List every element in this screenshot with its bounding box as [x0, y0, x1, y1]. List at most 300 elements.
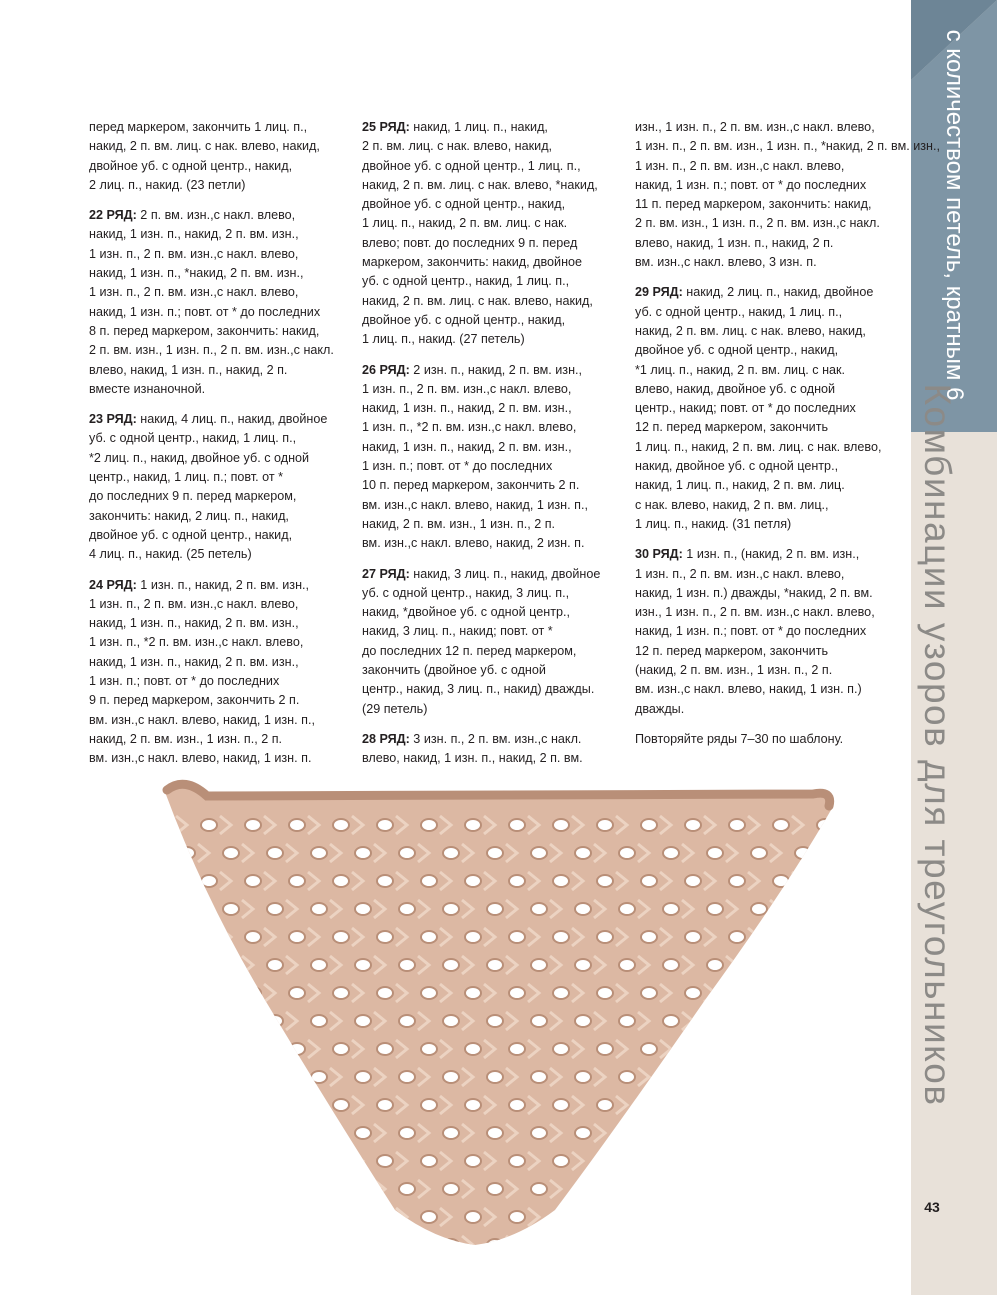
lace-hole — [399, 1239, 415, 1251]
stitch-mark — [198, 1012, 209, 1030]
instruction-text: влево, накид, 1 изн. п., накид, 2 п. — [635, 235, 834, 250]
stitch-mark — [308, 1208, 319, 1226]
instruction-text: влево, накид, 1 изн. п., накид, 2 п. — [89, 362, 288, 377]
instruction-line — [89, 245, 351, 264]
lace-hole — [685, 1211, 701, 1223]
instruction-line — [89, 595, 351, 614]
stitch-mark — [726, 1180, 737, 1198]
lace-hole — [685, 875, 701, 887]
lace-hole — [399, 1127, 415, 1139]
lace-hole — [487, 903, 503, 915]
instruction-text: уб. с одной центр., накид, 1 лиц. п., — [362, 274, 570, 289]
stitch-mark — [836, 1208, 845, 1226]
instruction-line — [89, 361, 351, 380]
lace-hole — [707, 959, 723, 971]
instruction-line — [362, 380, 624, 399]
instruction-paragraph — [89, 206, 351, 399]
row-label: 23 РЯД: — [89, 412, 137, 427]
lace-hole — [311, 847, 327, 859]
instruction-line — [89, 157, 351, 176]
instruction-line — [89, 341, 351, 360]
instruction-line — [89, 526, 351, 545]
lace-hole — [267, 1071, 283, 1083]
stitch-mark — [704, 1208, 715, 1226]
lace-hole — [201, 1043, 217, 1055]
lace-hole — [311, 903, 327, 915]
row-label: 26 РЯД: — [362, 362, 410, 377]
lace-hole — [355, 903, 371, 915]
instruction-line — [362, 311, 624, 330]
lace-hole — [421, 1211, 437, 1223]
instruction-line — [89, 429, 351, 448]
lace-hole — [289, 1211, 305, 1223]
instruction-line — [89, 507, 351, 526]
instruction-line — [362, 730, 624, 749]
lace-hole — [487, 1127, 503, 1139]
lace-hole — [509, 819, 525, 831]
instruction-text: накид, 1 лиц. п., накид, 2 п. вм. лиц. — [635, 478, 845, 493]
instruction-text: закончить (двойное уб. с одной — [362, 663, 546, 678]
instruction-text: накид, 1 изн. п., накид, 2 п. вм. изн., — [89, 616, 299, 631]
lace-hole — [245, 931, 261, 943]
instruction-text: изн., 1 изн. п., 2 п. вм. изн.,с накл. влево, — [635, 120, 875, 134]
lace-hole — [795, 1239, 811, 1251]
stitch-mark — [660, 1152, 671, 1170]
lace-hole — [751, 1127, 767, 1139]
lace-hole — [245, 1211, 261, 1223]
page-number: 43 — [924, 1199, 940, 1215]
instruction-text: (29 петель) — [362, 701, 428, 716]
instruction-text: накид, 4 лиц. п., накид, двойное — [136, 412, 328, 427]
stitch-mark — [814, 1068, 825, 1086]
stitch-mark — [814, 956, 825, 974]
lace-hole — [157, 875, 173, 887]
lace-hole — [641, 1211, 657, 1223]
lace-hole — [575, 1071, 591, 1083]
stitch-mark — [198, 1236, 209, 1254]
stitch-mark — [198, 1180, 209, 1198]
stitch-mark — [792, 984, 803, 1002]
instruction-line — [362, 584, 624, 603]
instruction-text: накид, 1 изн. п., *накид, 2 п. вм. изн., — [89, 266, 304, 281]
instruction-line — [635, 545, 897, 564]
instruction-text: 12 п. перед маркером, закончить — [635, 643, 829, 658]
stitch-mark — [220, 1152, 231, 1170]
lace-hole — [201, 819, 217, 831]
instruction-line — [89, 468, 351, 487]
lace-hole — [355, 1127, 371, 1139]
stitch-mark — [176, 1208, 187, 1226]
lace-hole — [267, 1127, 283, 1139]
instruction-line — [89, 614, 351, 633]
instruction-text: (накид, 2 п. вм. изн., 1 изн. п., 2 п. — [635, 663, 833, 678]
instruction-text: до последних 12 п. перед маркером, — [362, 643, 577, 658]
lace-hole — [575, 1183, 591, 1195]
lace-hole — [487, 1071, 503, 1083]
instruction-line — [362, 661, 624, 680]
instruction-text: 11 п. перед маркером, закончить: накид, — [635, 197, 872, 212]
lace-hole — [795, 1071, 811, 1083]
instruction-line — [89, 633, 351, 652]
lace-hole — [399, 1183, 415, 1195]
lace-hole — [729, 819, 745, 831]
stitch-mark — [770, 1124, 781, 1142]
instruction-line — [635, 341, 897, 360]
lace-hole — [399, 847, 415, 859]
instruction-text: 10 п. перед маркером, закончить 2 п. — [362, 478, 580, 493]
lace-hole — [443, 1015, 459, 1027]
lace-hole — [751, 903, 767, 915]
instruction-line — [635, 661, 897, 680]
lace-hole — [663, 1239, 679, 1251]
instruction-text: накид, 1 изн. п., накид, 2 п. вм. изн., — [362, 401, 572, 416]
instruction-line — [362, 234, 624, 253]
instruction-line — [362, 272, 624, 291]
lace-hole — [443, 1183, 459, 1195]
instruction-text: накид, 1 изн. п., накид, 2 п. вм. изн., — [89, 227, 299, 242]
stitch-mark — [770, 1236, 781, 1254]
lace-hole — [333, 931, 349, 943]
lace-hole — [685, 1155, 701, 1167]
stitch-mark — [374, 1236, 385, 1254]
instruction-text: вм. изн.,с накл. влево, накид, 1 изн. п. — [89, 751, 312, 766]
instruction-line — [362, 749, 624, 768]
stitch-mark — [836, 872, 845, 890]
stitch-mark — [176, 1096, 187, 1114]
instruction-line — [89, 283, 351, 302]
stitch-mark — [682, 1236, 693, 1254]
lace-hole — [179, 847, 195, 859]
lace-hole — [707, 1071, 723, 1083]
lace-hole — [267, 1015, 283, 1027]
instruction-line — [635, 584, 897, 603]
stitch-mark — [836, 984, 845, 1002]
instruction-line — [89, 672, 351, 691]
instruction-paragraph — [89, 410, 351, 564]
lace-hole — [531, 1183, 547, 1195]
instruction-line — [89, 449, 351, 468]
stitch-mark — [836, 1152, 845, 1170]
stitch-mark — [704, 1040, 715, 1058]
instruction-line — [89, 380, 351, 399]
instruction-line — [89, 264, 351, 283]
lace-hole — [443, 1071, 459, 1083]
instruction-text: 1 лиц. п., накид. (27 петель) — [362, 332, 525, 347]
stitch-mark — [660, 1208, 671, 1226]
lace-hole — [333, 875, 349, 887]
instruction-line — [89, 576, 351, 595]
lace-hole — [179, 903, 195, 915]
lace-hole — [421, 875, 437, 887]
stitch-mark — [814, 1012, 825, 1030]
instruction-text: накид, 1 изн. п.; повт. от * до последних — [635, 624, 867, 639]
instruction-text: 1 изн. п., 2 п. вм. изн.,с накл. влево, — [89, 246, 299, 261]
stitch-mark — [242, 1180, 253, 1198]
lace-hole — [575, 959, 591, 971]
instruction-line — [635, 118, 897, 137]
instruction-text: накид, 2 п. вм. лиц. с нак. влево, накид, — [635, 323, 866, 338]
instruction-paragraph — [362, 565, 624, 719]
instruction-text: 1 изн. п., 2 п. вм. изн.,с накл. влево, — [362, 381, 572, 396]
stitch-mark — [198, 1068, 209, 1086]
stitch-mark — [748, 984, 759, 1002]
lace-hole — [531, 959, 547, 971]
instruction-line — [362, 418, 624, 437]
lace-hole — [289, 931, 305, 943]
lace-hole — [817, 1099, 833, 1111]
instruction-text: накид, 2 лиц. п., накид, двойное — [682, 285, 874, 300]
lace-hole — [553, 1099, 569, 1111]
lace-hole — [817, 1211, 833, 1223]
stitch-mark — [682, 1180, 693, 1198]
lace-hole — [663, 847, 679, 859]
stitch-mark — [748, 1208, 759, 1226]
instruction-line — [89, 410, 351, 429]
instruction-text: накид, *двойное уб. с одной центр., — [362, 605, 570, 620]
stitch-mark — [330, 1124, 341, 1142]
lace-hole — [531, 1071, 547, 1083]
instruction-text: 1 изн. п., (накид, 2 п. вм. изн., — [682, 547, 860, 562]
lace-hole — [179, 1239, 195, 1251]
instruction-text: накид, 1 изн. п.; повт. от * до последних — [89, 304, 321, 319]
lace-hole — [355, 1239, 371, 1251]
instruction-text: накид, 2 п. вм. изн., 1 изн. п., 2 п. — [362, 516, 556, 531]
lace-hole — [487, 1183, 503, 1195]
lace-hole — [619, 903, 635, 915]
lace-hole — [597, 1043, 613, 1055]
stitch-mark — [748, 1096, 759, 1114]
row-label: 24 РЯД: — [89, 577, 137, 592]
lace-hole — [201, 1155, 217, 1167]
lace-hole — [267, 847, 283, 859]
instruction-text: накид, 2 п. вм. лиц. с нак. влево, накид, — [362, 293, 593, 308]
lace-hole — [663, 959, 679, 971]
lace-hole — [245, 1043, 261, 1055]
instruction-text: 1 изн. п., 2 п. вм. изн.,с накл. влево, — [89, 596, 299, 611]
instruction-line — [635, 476, 897, 495]
lace-hole — [245, 875, 261, 887]
lace-hole — [267, 959, 283, 971]
instruction-line — [362, 137, 624, 156]
instruction-line — [635, 195, 897, 214]
lace-hole — [311, 1071, 327, 1083]
lace-hole — [399, 903, 415, 915]
lace-hole — [619, 1127, 635, 1139]
instruction-text: 2 п. вм. лиц. с нак. влево, накид, — [362, 139, 553, 154]
lace-hole — [201, 931, 217, 943]
stitch-mark — [638, 1124, 649, 1142]
stitch-mark — [220, 984, 231, 1002]
stitch-mark — [176, 1040, 187, 1058]
lace-hole — [157, 987, 173, 999]
lace-hole — [817, 1043, 833, 1055]
row-label: 29 РЯД: — [635, 285, 683, 300]
instruction-text: двойное уб. с одной центр., накид, — [89, 158, 293, 173]
instruction-line — [635, 176, 897, 195]
lace-hole — [575, 1015, 591, 1027]
lace-hole — [421, 819, 437, 831]
lace-hole — [465, 1211, 481, 1223]
stitch-mark — [220, 1040, 231, 1058]
stitch-mark — [770, 1012, 781, 1030]
instruction-line — [362, 195, 624, 214]
lace-hole — [531, 1239, 547, 1251]
stitch-mark — [616, 1152, 627, 1170]
stitch-mark — [770, 1180, 781, 1198]
lace-hole — [795, 1015, 811, 1027]
stitch-mark — [814, 1236, 825, 1254]
lace-hole — [641, 1155, 657, 1167]
instruction-line — [89, 749, 351, 768]
lace-hole — [707, 1127, 723, 1139]
lace-hole — [179, 959, 195, 971]
instruction-text: 1 изн. п., накид, 2 п. вм. изн., — [136, 577, 310, 592]
stitch-mark — [638, 1180, 649, 1198]
instruction-text: накид, 3 лиц. п., накид, двойное — [409, 566, 601, 581]
instruction-text: вм. изн.,с накл. влево, 3 изн. п. — [635, 255, 817, 270]
instruction-text: накид, 1 изн. п.) дважды, *накид, 2 п. вм. — [635, 585, 873, 600]
stitch-mark — [748, 1040, 759, 1058]
instruction-line — [635, 565, 897, 584]
instruction-text: двойное уб. с одной центр., накид, — [635, 343, 839, 358]
lace-hole — [597, 987, 613, 999]
lace-hole — [377, 1099, 393, 1111]
lace-hole — [509, 931, 525, 943]
lace-hole — [223, 847, 239, 859]
lace-hole — [443, 959, 459, 971]
stitch-mark — [704, 1096, 715, 1114]
instruction-text: 1 изн. п., 2 п. вм. изн., 1 изн. п., *накид, 2 п. вм. изн., — [635, 139, 940, 154]
lace-hole — [773, 875, 789, 887]
instruction-text: двойное уб. с одной центр., накид, — [362, 197, 566, 212]
stitch-mark — [770, 1068, 781, 1086]
stitch-mark — [836, 928, 845, 946]
instruction-line — [89, 691, 351, 710]
instruction-text: накид, 2 п. вм. лиц. с нак. влево, *накид, — [362, 177, 598, 192]
stitch-mark — [792, 872, 803, 890]
stitch-mark — [242, 1124, 253, 1142]
instruction-line — [362, 496, 624, 515]
lace-hole — [795, 1183, 811, 1195]
stitch-mark — [616, 1208, 627, 1226]
stitch-mark — [660, 1096, 671, 1114]
instruction-text: 2 п. вм. изн., 1 изн. п., 2 п. вм. изн.,с накл. — [635, 216, 880, 231]
instruction-line — [362, 214, 624, 233]
instruction-paragraph — [635, 730, 897, 749]
lace-hole — [663, 1183, 679, 1195]
lace-hole — [597, 1211, 613, 1223]
text-column-1 — [89, 118, 351, 780]
lace-hole — [773, 819, 789, 831]
lace-hole — [223, 1183, 239, 1195]
lace-hole — [179, 1015, 195, 1027]
stitch-mark — [770, 900, 781, 918]
lace-hole — [377, 1211, 393, 1223]
lace-hole — [509, 1155, 525, 1167]
instruction-line — [89, 225, 351, 244]
lace-hole — [641, 987, 657, 999]
instruction-paragraph — [635, 118, 940, 272]
lace-hole — [641, 875, 657, 887]
stitch-mark — [286, 1236, 297, 1254]
instruction-line — [89, 545, 351, 564]
instruction-text: накид, 1 лиц. п., накид, — [409, 120, 548, 134]
instruction-line — [635, 137, 940, 156]
instruction-line — [362, 330, 624, 349]
stitch-mark — [770, 956, 781, 974]
instruction-text: 1 изн. п., 2 п. вм. изн.,с накл. влево, — [89, 285, 299, 300]
lace-hole — [421, 987, 437, 999]
lace-hole — [157, 1155, 173, 1167]
lace-hole — [729, 1211, 745, 1223]
lace-hole — [707, 847, 723, 859]
instruction-text: центр., накид, 1 лиц. п.; повт. от * — [89, 470, 284, 485]
stitch-mark — [176, 872, 187, 890]
lace-hole — [487, 959, 503, 971]
instruction-text: 1 изн. п., *2 п. вм. изн.,с накл. влево, — [89, 635, 304, 650]
instruction-text: вм. изн.,с накл. влево, накид, 1 изн. п., — [362, 497, 588, 512]
instruction-text: перед маркером, закончить 1 лиц. п., — [89, 120, 308, 134]
lace-hole — [465, 1155, 481, 1167]
lace-hole — [355, 1183, 371, 1195]
lace-hole — [817, 987, 833, 999]
lace-hole — [553, 875, 569, 887]
stitch-mark — [814, 1180, 825, 1198]
lace-hole — [157, 1099, 173, 1111]
stitch-mark — [264, 1152, 275, 1170]
stitch-mark — [198, 956, 209, 974]
lace-hole — [707, 1183, 723, 1195]
instruction-line — [362, 361, 624, 380]
lace-hole — [245, 1155, 261, 1167]
lace-hole — [223, 959, 239, 971]
instruction-text: накид, 1 изн. п., накид, 2 п. вм. изн., — [362, 439, 572, 454]
stitch-mark — [264, 1208, 275, 1226]
stitch-mark — [792, 928, 803, 946]
stitch-mark — [506, 1236, 517, 1254]
instruction-line — [89, 487, 351, 506]
instruction-text: 1 изн. п., *2 п. вм. изн.,с накл. влево, — [362, 420, 577, 435]
lace-hole — [443, 1127, 459, 1139]
lace-hole — [795, 959, 811, 971]
instruction-text: накид, 1 изн. п.; повт. от * до последних — [635, 177, 867, 192]
lace-hole — [421, 931, 437, 943]
lace-hole — [267, 903, 283, 915]
instruction-text: вм. изн.,с накл. влево, накид, 2 изн. п. — [362, 536, 585, 551]
lace-hole — [289, 1099, 305, 1111]
lace-hole — [597, 931, 613, 943]
lace-hole — [553, 987, 569, 999]
lace-hole — [553, 1043, 569, 1055]
lace-hole — [399, 1015, 415, 1027]
lace-hole — [751, 1183, 767, 1195]
instruction-line — [635, 322, 897, 341]
lace-hole — [751, 847, 767, 859]
instruction-line — [635, 361, 897, 380]
instruction-paragraph — [635, 283, 897, 534]
instruction-line — [635, 603, 897, 622]
instruction-text: вместе изнаночной. — [89, 381, 206, 396]
instruction-text: накид, 3 лиц. п., накид; повт. от * — [362, 624, 553, 639]
lace-hole — [355, 1071, 371, 1083]
stitch-mark — [286, 1180, 297, 1198]
lace-hole — [333, 987, 349, 999]
instruction-line — [362, 118, 624, 137]
lace-hole — [773, 1211, 789, 1223]
lace-hole — [773, 1043, 789, 1055]
instruction-line — [362, 253, 624, 272]
lace-hole — [333, 1099, 349, 1111]
